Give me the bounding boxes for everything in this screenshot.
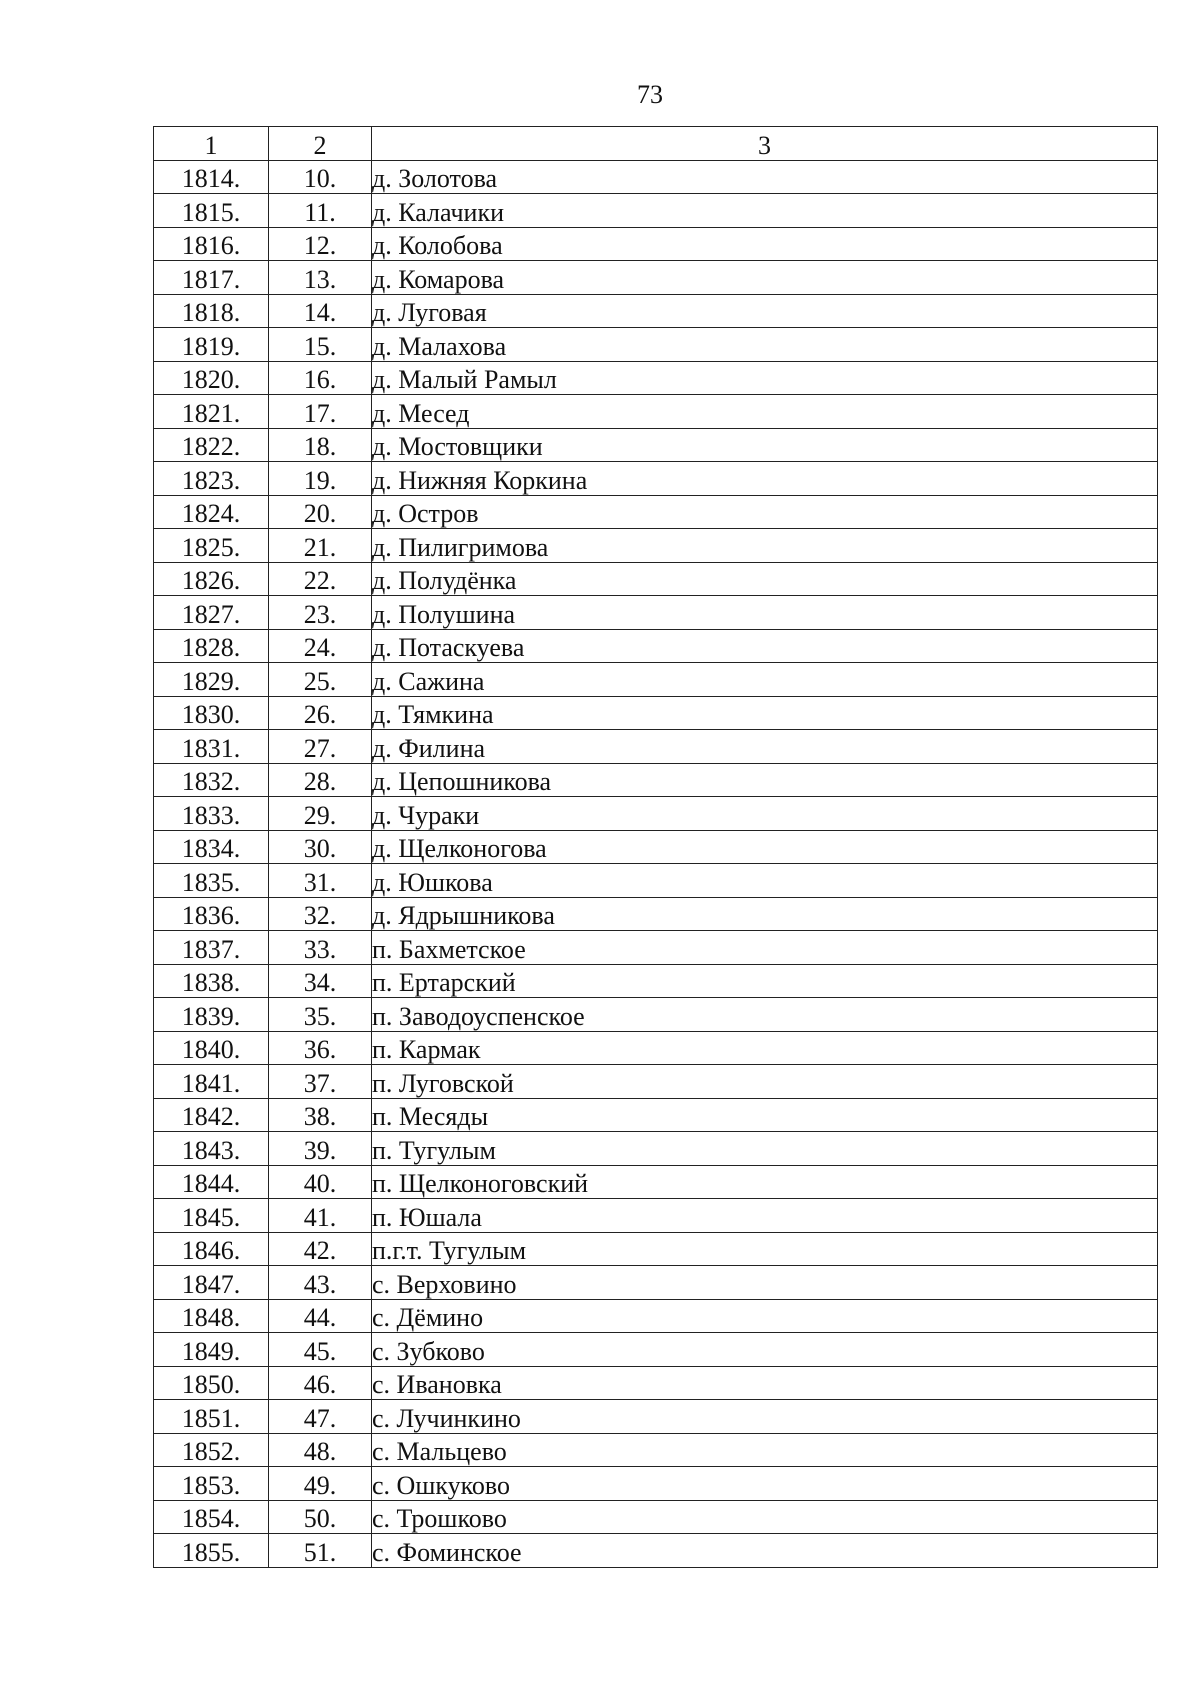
row-number-cell: 1855. — [154, 1534, 269, 1568]
settlement-name-cell: д. Комарова — [372, 261, 1158, 295]
settlement-name-cell: д. Юшкова — [372, 864, 1158, 898]
table-row — [154, 897, 1158, 931]
table-row — [154, 194, 1158, 228]
row-number-cell: 1815. — [154, 194, 269, 228]
row-number-cell: 1822. — [154, 428, 269, 462]
settlement-name-cell: д. Пилигримова — [372, 529, 1158, 563]
row-number-cell: 1819. — [154, 328, 269, 362]
row-subnumber-cell: 40. — [269, 1165, 372, 1199]
row-subnumber-cell: 34. — [269, 964, 372, 998]
row-subnumber-cell: 18. — [269, 428, 372, 462]
row-subnumber-cell: 46. — [269, 1366, 372, 1400]
table-row — [154, 1534, 1158, 1568]
row-subnumber-cell: 33. — [269, 931, 372, 965]
settlement-name-cell: д. Месед — [372, 395, 1158, 429]
settlement-name-cell: с. Ивановка — [372, 1366, 1158, 1400]
row-number-cell: 1837. — [154, 931, 269, 965]
settlement-name-cell: д. Полушина — [372, 596, 1158, 630]
settlement-name-cell: п. Луговской — [372, 1065, 1158, 1099]
row-subnumber-cell: 12. — [269, 227, 372, 261]
row-subnumber-cell: 39. — [269, 1132, 372, 1166]
row-number-cell: 1849. — [154, 1333, 269, 1367]
row-subnumber-cell: 13. — [269, 261, 372, 295]
row-subnumber-cell: 17. — [269, 395, 372, 429]
row-subnumber-cell: 16. — [269, 361, 372, 395]
table-row — [154, 830, 1158, 864]
row-subnumber-cell: 32. — [269, 897, 372, 931]
page-number: 73 — [637, 80, 663, 109]
row-number-cell: 1832. — [154, 763, 269, 797]
row-number-cell: 1835. — [154, 864, 269, 898]
settlement-name-cell: с. Фоминское — [372, 1534, 1158, 1568]
row-number-cell: 1851. — [154, 1400, 269, 1434]
row-subnumber-cell: 37. — [269, 1065, 372, 1099]
header-cell-col-2: 2 — [269, 127, 372, 161]
table-row — [154, 1433, 1158, 1467]
row-number-cell: 1842. — [154, 1098, 269, 1132]
table-row — [154, 562, 1158, 596]
table-row — [154, 1467, 1158, 1501]
table-row — [154, 696, 1158, 730]
row-number-cell: 1838. — [154, 964, 269, 998]
settlement-name-cell: д. Золотова — [372, 160, 1158, 194]
row-subnumber-cell: 38. — [269, 1098, 372, 1132]
row-number-cell: 1829. — [154, 663, 269, 697]
row-number-cell: 1836. — [154, 897, 269, 931]
settlement-name-cell: с. Верховино — [372, 1266, 1158, 1300]
row-subnumber-cell: 24. — [269, 629, 372, 663]
table-row — [154, 797, 1158, 831]
row-number-cell: 1850. — [154, 1366, 269, 1400]
table-body — [154, 127, 1158, 1568]
row-subnumber-cell: 26. — [269, 696, 372, 730]
settlement-name-cell: п. Юшала — [372, 1199, 1158, 1233]
row-subnumber-cell: 22. — [269, 562, 372, 596]
table-row — [154, 1299, 1158, 1333]
table-row — [154, 1232, 1158, 1266]
row-subnumber-cell: 45. — [269, 1333, 372, 1367]
row-number-cell: 1846. — [154, 1232, 269, 1266]
row-number-cell: 1826. — [154, 562, 269, 596]
table-row — [154, 1266, 1158, 1300]
row-subnumber-cell: 51. — [269, 1534, 372, 1568]
row-number-cell: 1814. — [154, 160, 269, 194]
settlement-name-cell: д. Щелконогова — [372, 830, 1158, 864]
table-row — [154, 495, 1158, 529]
row-subnumber-cell: 11. — [269, 194, 372, 228]
table-row — [154, 428, 1158, 462]
row-subnumber-cell: 31. — [269, 864, 372, 898]
settlement-name-cell: д. Луговая — [372, 294, 1158, 328]
row-number-cell: 1845. — [154, 1199, 269, 1233]
row-number-cell: 1825. — [154, 529, 269, 563]
row-number-cell: 1840. — [154, 1031, 269, 1065]
settlement-name-cell: п. Ертарский — [372, 964, 1158, 998]
settlement-name-cell: д. Ядрышникова — [372, 897, 1158, 931]
table-row — [154, 1132, 1158, 1166]
table-row — [154, 1366, 1158, 1400]
table-row — [154, 462, 1158, 496]
settlement-name-cell: д. Мостовщики — [372, 428, 1158, 462]
row-subnumber-cell: 41. — [269, 1199, 372, 1233]
settlement-name-cell: д. Калачики — [372, 194, 1158, 228]
settlement-name-cell: с. Лучинкино — [372, 1400, 1158, 1434]
row-number-cell: 1834. — [154, 830, 269, 864]
row-number-cell: 1828. — [154, 629, 269, 663]
row-subnumber-cell: 35. — [269, 998, 372, 1032]
row-number-cell: 1852. — [154, 1433, 269, 1467]
row-number-cell: 1817. — [154, 261, 269, 295]
row-subnumber-cell: 25. — [269, 663, 372, 697]
table-row — [154, 964, 1158, 998]
table-row — [154, 294, 1158, 328]
table-row — [154, 395, 1158, 429]
row-subnumber-cell: 43. — [269, 1266, 372, 1300]
row-number-cell: 1816. — [154, 227, 269, 261]
settlement-name-cell: п. Кармак — [372, 1031, 1158, 1065]
table-row — [154, 998, 1158, 1032]
settlement-name-cell: п. Заводоуспенское — [372, 998, 1158, 1032]
table-row — [154, 529, 1158, 563]
row-number-cell: 1841. — [154, 1065, 269, 1099]
table-row — [154, 160, 1158, 194]
settlement-name-cell: д. Цепошникова — [372, 763, 1158, 797]
row-number-cell: 1839. — [154, 998, 269, 1032]
table-row — [154, 1165, 1158, 1199]
table-row — [154, 261, 1158, 295]
row-subnumber-cell: 47. — [269, 1400, 372, 1434]
row-number-cell: 1854. — [154, 1500, 269, 1534]
row-number-cell: 1818. — [154, 294, 269, 328]
table-row — [154, 1333, 1158, 1367]
row-subnumber-cell: 49. — [269, 1467, 372, 1501]
settlement-name-cell: д. Малахова — [372, 328, 1158, 362]
row-number-cell: 1827. — [154, 596, 269, 630]
settlement-name-cell: с. Трошково — [372, 1500, 1158, 1534]
table-row — [154, 1500, 1158, 1534]
row-number-cell: 1820. — [154, 361, 269, 395]
table-row — [154, 629, 1158, 663]
row-number-cell: 1843. — [154, 1132, 269, 1166]
row-number-cell: 1848. — [154, 1299, 269, 1333]
row-subnumber-cell: 21. — [269, 529, 372, 563]
table-row — [154, 730, 1158, 764]
table-row — [154, 227, 1158, 261]
row-subnumber-cell: 30. — [269, 830, 372, 864]
row-number-cell: 1830. — [154, 696, 269, 730]
row-subnumber-cell: 23. — [269, 596, 372, 630]
table-row — [154, 663, 1158, 697]
table-row — [154, 1400, 1158, 1434]
table-row — [154, 1031, 1158, 1065]
settlement-name-cell: д. Потаскуева — [372, 629, 1158, 663]
settlement-name-cell: д. Полудёнка — [372, 562, 1158, 596]
table-row — [154, 361, 1158, 395]
row-subnumber-cell: 42. — [269, 1232, 372, 1266]
header-cell-col-3: 3 — [372, 127, 1158, 161]
table-row — [154, 1065, 1158, 1099]
settlement-name-cell: п. Щелконоговский — [372, 1165, 1158, 1199]
row-subnumber-cell: 48. — [269, 1433, 372, 1467]
row-number-cell: 1821. — [154, 395, 269, 429]
settlement-name-cell: п. Месяды — [372, 1098, 1158, 1132]
settlement-name-cell: д. Малый Рамыл — [372, 361, 1158, 395]
settlement-name-cell: с. Ошкуково — [372, 1467, 1158, 1501]
row-subnumber-cell: 36. — [269, 1031, 372, 1065]
settlement-name-cell: п. Тугулым — [372, 1132, 1158, 1166]
row-subnumber-cell: 27. — [269, 730, 372, 764]
settlement-name-cell: д. Тямкина — [372, 696, 1158, 730]
settlements-table — [153, 126, 1158, 1568]
row-number-cell: 1853. — [154, 1467, 269, 1501]
row-number-cell: 1824. — [154, 495, 269, 529]
row-subnumber-cell: 28. — [269, 763, 372, 797]
settlement-name-cell: д. Филина — [372, 730, 1158, 764]
settlement-name-cell: с. Мальцево — [372, 1433, 1158, 1467]
row-subnumber-cell: 10. — [269, 160, 372, 194]
settlement-name-cell: с. Дёмино — [372, 1299, 1158, 1333]
table-row — [154, 596, 1158, 630]
table-row — [154, 328, 1158, 362]
table-row — [154, 763, 1158, 797]
table-row — [154, 1199, 1158, 1233]
row-subnumber-cell: 14. — [269, 294, 372, 328]
row-subnumber-cell: 44. — [269, 1299, 372, 1333]
row-number-cell: 1823. — [154, 462, 269, 496]
settlement-name-cell: д. Нижняя Коркина — [372, 462, 1158, 496]
table-header-row — [154, 127, 1158, 161]
row-number-cell: 1844. — [154, 1165, 269, 1199]
settlement-name-cell: п. Бахметское — [372, 931, 1158, 965]
row-number-cell: 1847. — [154, 1266, 269, 1300]
settlement-name-cell: д. Сажина — [372, 663, 1158, 697]
row-subnumber-cell: 20. — [269, 495, 372, 529]
settlement-name-cell: д. Остров — [372, 495, 1158, 529]
table-row — [154, 1098, 1158, 1132]
table-row — [154, 931, 1158, 965]
settlement-name-cell: п.г.т. Тугулым — [372, 1232, 1158, 1266]
settlement-name-cell: с. Зубково — [372, 1333, 1158, 1367]
row-number-cell: 1831. — [154, 730, 269, 764]
row-subnumber-cell: 15. — [269, 328, 372, 362]
row-subnumber-cell: 50. — [269, 1500, 372, 1534]
row-subnumber-cell: 29. — [269, 797, 372, 831]
row-number-cell: 1833. — [154, 797, 269, 831]
header-cell-col-1: 1 — [154, 127, 269, 161]
settlement-name-cell: д. Колобова — [372, 227, 1158, 261]
settlement-name-cell: д. Чураки — [372, 797, 1158, 831]
row-subnumber-cell: 19. — [269, 462, 372, 496]
table-row — [154, 864, 1158, 898]
